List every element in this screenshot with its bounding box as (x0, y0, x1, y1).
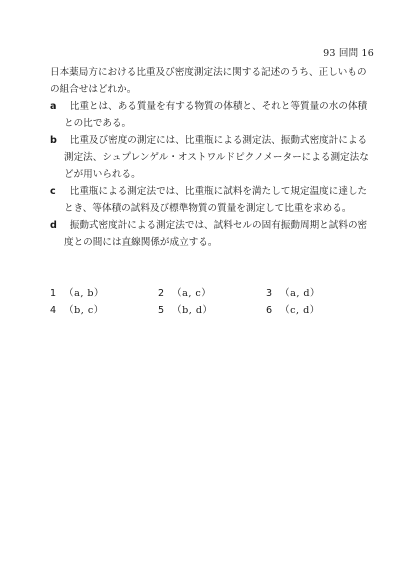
statement-text: 比重瓶による測定法では、比重瓶に試料を満たして規定温度に達したとき、等体積の試料及び標準物質の質量を測定して比重を求める。 (64, 186, 368, 214)
statement-text: 比重とは、ある質量を有する物質の体積と、それと等質量の水の体積との比である。 (64, 101, 368, 129)
choice-5[interactable] (158, 302, 266, 319)
statement-text: 振動式密度計による測定法では、試料セルの固有振動周期と試料の密度との間には直線関係が成立する。 (64, 220, 368, 248)
statement-d (50, 217, 376, 251)
choice-number: 2 (158, 288, 165, 299)
choice-text: （a, d） (280, 288, 321, 299)
choice-text: （c, d） (280, 305, 320, 316)
statement-a (50, 98, 376, 132)
choice-number: 6 (266, 305, 273, 316)
choice-text: （b, d） (172, 305, 213, 316)
choice-number: 5 (158, 305, 165, 316)
choice-number: 1 (50, 288, 57, 299)
statement-list (50, 98, 376, 251)
statement-letter: d (50, 220, 57, 231)
question-stem: 日本薬局方における比重及び密度測定法に関する記述のうち、正しいものの組合せはどれか。 (50, 67, 367, 95)
question-body (50, 64, 376, 319)
choice-number: 4 (50, 305, 57, 316)
choice-4[interactable] (50, 302, 158, 319)
choice-text: （a, c） (172, 288, 212, 299)
statement-letter: b (50, 135, 57, 146)
statement-letter: a (50, 101, 57, 112)
choice-number: 3 (266, 288, 273, 299)
statement-text: 比重及び密度の測定には、比重瓶による測定法、振動式密度計による測定法、シュプレンゲル・オストワルドピクノメーターによる測定法などが用いられる。 (64, 135, 369, 180)
question-number: 93 回問 16 (323, 48, 374, 59)
choice-text: （b, c） (64, 305, 104, 316)
statement-c (50, 183, 376, 217)
choice-2[interactable] (158, 285, 266, 302)
choice-1[interactable] (50, 285, 158, 302)
choice-6[interactable] (266, 302, 374, 319)
answer-choices (50, 285, 376, 319)
statement-b (50, 132, 376, 183)
statement-letter: c (50, 186, 56, 197)
choice-text: （a, b） (64, 288, 105, 299)
choice-3[interactable] (266, 285, 374, 302)
